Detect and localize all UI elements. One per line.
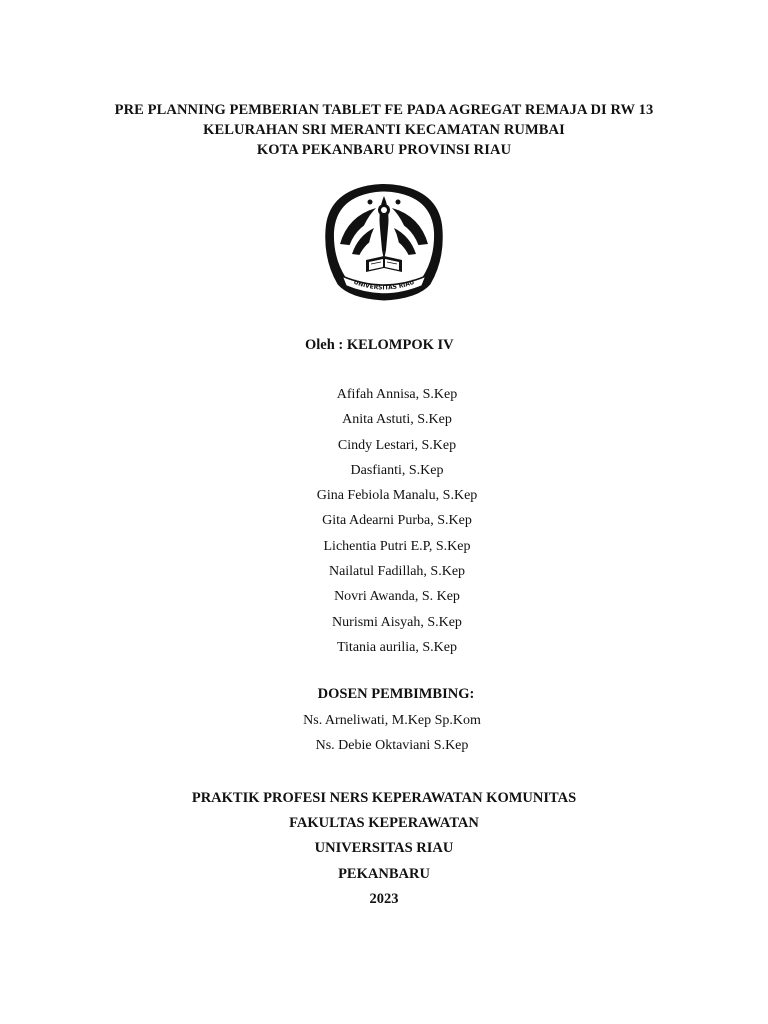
group-label: Oleh : KELOMPOK IV	[305, 337, 454, 353]
member-item: Novri Awanda, S. Kep	[334, 589, 460, 605]
title-line-2: KELURAHAN SRI MERANTI KECAMATAN RUMBAI	[203, 122, 565, 138]
member-item: Cindy Lestari, S.Kep	[337, 437, 457, 453]
member-item: Gita Adearni Purba, S.Kep	[322, 513, 472, 529]
year: 2023	[369, 890, 399, 907]
advisor-heading: DOSEN PEMBIMBING:	[317, 686, 475, 702]
member-item: Lichentia Putri E.P, S.Kep	[323, 538, 471, 554]
member-item: Dasfianti, S.Kep	[350, 462, 444, 478]
member-item: Nurismi Aisyah, S.Kep	[332, 614, 462, 630]
emblem-banner-text: UNIVERSITAS RIAU	[352, 278, 416, 292]
title-line-3: KOTA PEKANBARU PROVINSI RIAU	[256, 142, 512, 158]
document-title	[0, 100, 768, 160]
member-list	[0, 384, 768, 662]
member-item: Gina Febiola Manalu, S.Kep	[316, 488, 478, 504]
member-item: Titania aurilia, S.Kep	[336, 639, 458, 655]
advisor-item: Ns. Debie Oktaviani S.Kep	[315, 738, 469, 753]
member-item: Anita Astuti, S.Kep	[342, 412, 452, 428]
title-line-1: PRE PLANNING PEMBERIAN TABLET FE PADA AGREGAT REMAJA DI RW 13	[114, 102, 654, 118]
university-name: UNIVERSITAS RIAU	[314, 840, 454, 857]
advisor-list	[0, 710, 768, 760]
institution-footer	[0, 787, 768, 913]
faculty-name: FAKULTAS KEPERAWATAN	[289, 815, 479, 832]
city-name: PEKANBARU	[338, 865, 430, 882]
member-item: Afifah Annisa, S.Kep	[336, 387, 458, 402]
member-item: Nailatul Fadillah, S.Kep	[328, 564, 466, 580]
program-name: PRAKTIK PROFESI NERS KEPERAWATAN KOMUNITAS	[191, 790, 577, 806]
advisor-item: Ns. Arneliwati, M.Kep Sp.Kom	[303, 713, 481, 728]
university-emblem-icon	[318, 180, 450, 304]
